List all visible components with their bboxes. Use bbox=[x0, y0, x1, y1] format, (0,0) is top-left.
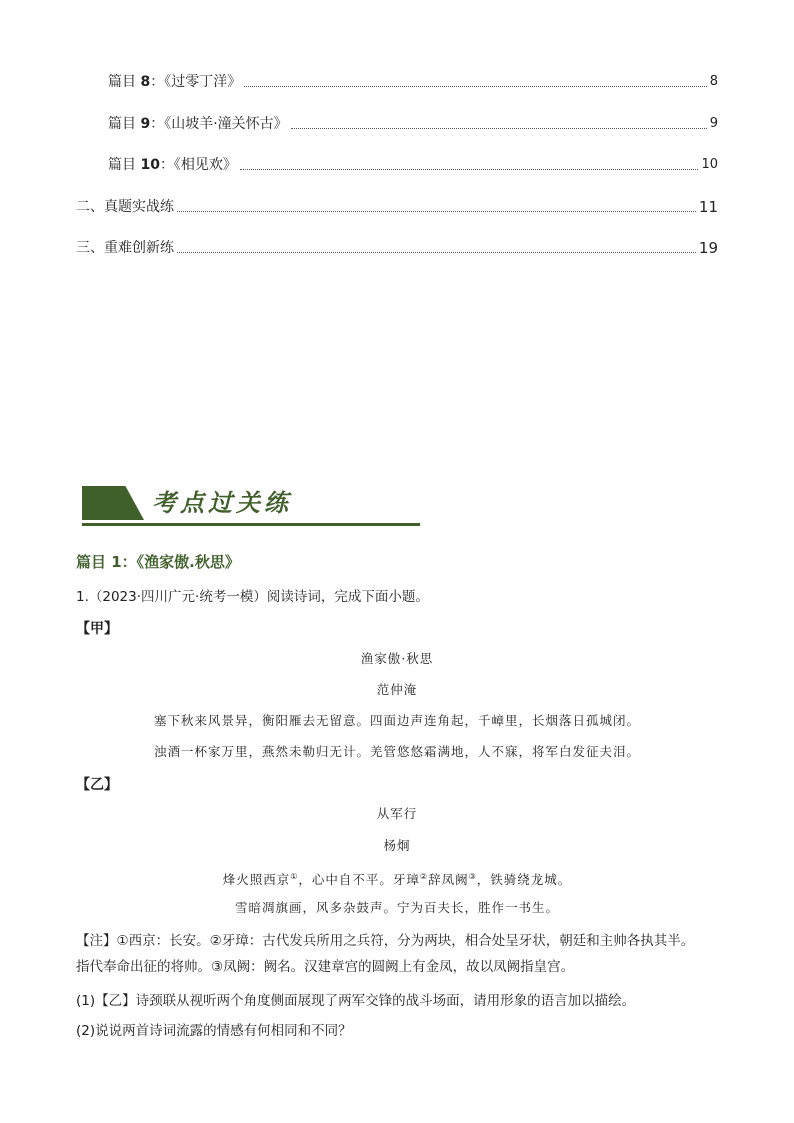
toc-label: 三、重难创新练 bbox=[76, 240, 174, 256]
toc-leader-dots bbox=[177, 210, 696, 212]
toc-page-number: 8 bbox=[709, 74, 718, 89]
question-stem: 1.（2023·四川广元·统考一模）阅读诗词，完成下面小题。 bbox=[76, 589, 429, 605]
poem-a-marker: 【甲】 bbox=[76, 621, 118, 637]
poem-b-author: 杨炯 bbox=[383, 838, 411, 853]
toc-leader-dots bbox=[240, 168, 699, 170]
toc-leader-dots bbox=[291, 127, 707, 129]
section-banner bbox=[82, 486, 420, 528]
toc-page-number: 11 bbox=[698, 198, 718, 216]
toc-label: 二、真题实战练 bbox=[76, 199, 174, 215]
footnote-marker: ① bbox=[290, 872, 299, 881]
toc-entry-zhenti[interactable] bbox=[76, 199, 718, 215]
poem-b-line-1 bbox=[0, 868, 794, 889]
footnote-marker: ② bbox=[419, 872, 429, 881]
toc-entry-8[interactable] bbox=[108, 74, 718, 90]
toc-entry-10[interactable] bbox=[108, 157, 718, 173]
toc-label: 篇目 10：《相见欢》 bbox=[108, 157, 237, 173]
toc-leader-dots bbox=[177, 251, 696, 253]
footnote-marker: ③ bbox=[468, 872, 477, 881]
poem-text: ，心中自不平。牙璋 bbox=[298, 872, 420, 888]
sub-question-2: (2)说说两首诗词流露的情感有何相同和不同？ bbox=[76, 1023, 352, 1039]
banner-underline bbox=[82, 523, 420, 526]
poem-a-author: 范仲淹 bbox=[376, 682, 418, 697]
toc-label: 篇目 9：《山坡羊·潼关怀古》 bbox=[108, 116, 288, 132]
poem-a-line-2: 浊酒一杯家万里，燕然未勒归无计。羌管悠悠霜满地，人不寐，将军白发征夫泪。 bbox=[153, 744, 640, 759]
poem-text: 辞凤阙 bbox=[428, 872, 469, 888]
toc-leader-dots bbox=[244, 85, 707, 87]
poem-text: 烽火照西京 bbox=[222, 872, 291, 888]
note-line-2: 指代奉命出征的将帅。③凤阙：阙名。汉建章宫的圆阙上有金凤，故以凤阙指皇宫。 bbox=[76, 959, 575, 975]
banner-decoration bbox=[82, 486, 144, 520]
toc-page-number: 9 bbox=[709, 116, 718, 131]
poem-a-title: 渔家傲·秋思 bbox=[360, 651, 434, 666]
toc-entry-zhongnan[interactable] bbox=[76, 240, 718, 256]
item-title: 篇目 1：《渔家傲.秋思》 bbox=[76, 553, 240, 571]
toc-label: 篇目 8：《过零丁洋》 bbox=[108, 74, 242, 90]
section-title: 考点过关练 bbox=[152, 488, 292, 517]
sub-question-1: (1)【乙】诗颈联从视听两个角度侧面展现了两军交锋的战斗场面，请用形象的语言加以描绘。 bbox=[76, 993, 636, 1009]
toc-entry-9[interactable] bbox=[108, 116, 718, 132]
poem-b-marker: 【乙】 bbox=[76, 777, 118, 793]
toc-page-number: 19 bbox=[698, 239, 718, 257]
toc-page-number: 10 bbox=[701, 157, 718, 172]
poem-a-line-1: 塞下秋来风景异，衡阳雁去无留意。四面边声连角起，千嶂里，长烟落日孤城闭。 bbox=[153, 713, 640, 728]
poem-text: ，铁骑绕龙城。 bbox=[476, 872, 572, 888]
poem-b-line-2: 雪暗凋旗画，风多杂鼓声。宁为百夫长，胜作一书生。 bbox=[234, 900, 559, 915]
poem-b-title: 从军行 bbox=[376, 806, 418, 821]
note-line-1: 【注】①西京：长安。②牙璋：古代发兵所用之兵符，分为两块，相合处呈牙状，朝廷和主帅各执其半。 bbox=[76, 933, 695, 949]
annotation-note bbox=[76, 928, 726, 980]
